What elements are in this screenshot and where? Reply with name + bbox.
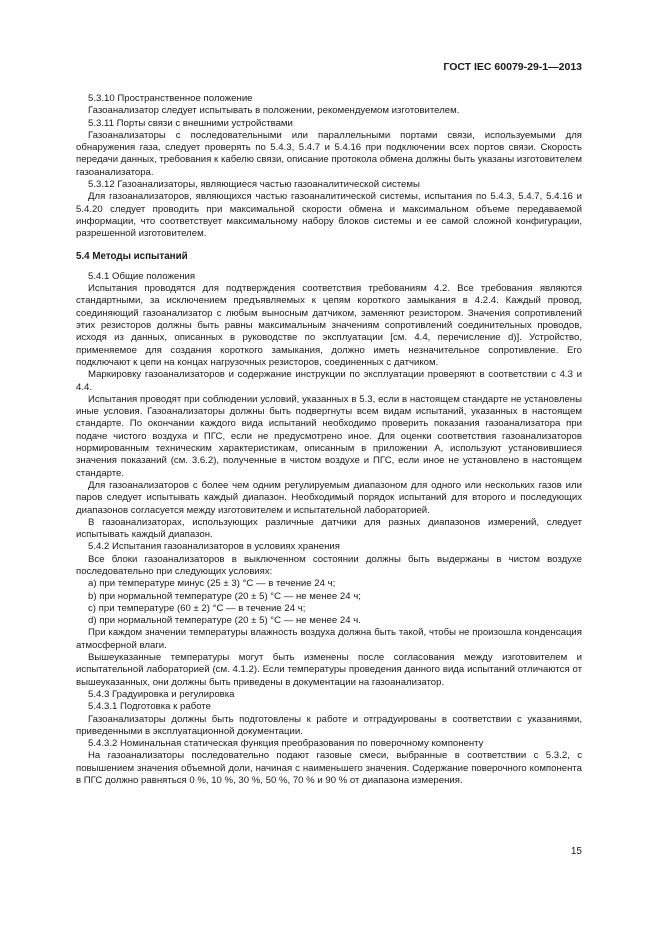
paragraph: 5.4.2 Испытания газоанализаторов в условиях хранения <box>88 541 340 553</box>
paragraph: 5.3.10 Пространственное положение <box>88 93 253 104</box>
running-header: ГОСТ IEC 60079-29-1—2013 <box>443 61 582 73</box>
paragraph: с) при температуре (60 ± 2) °С — в течение 24 ч; <box>88 602 306 614</box>
paragraph: Газоанализатор следует испытывать в положении, рекомендуемом изготовителем. <box>88 105 460 117</box>
paragraph: Вышеуказанные температуры могут быть изменены после согласования между изготовителем и испытательной лабораторией (см. 4.1.2). Если температуры проведения данного вида испытаний отличаются от вышеуказанных, они должны быть приведены в документации на газоанализатор. <box>76 652 582 688</box>
paragraph: Газоанализаторы с последовательными или параллельными портами связи, используемыми для обнаружения газа, следует проверять по 5.4.3, 5.4.7 и 5.4.16 при подключении всех портов связи. Скорость передачи данных, требования к кабелю связи, описание протокола обмена должны быть указаны изготовителем газоанализатора. <box>76 129 582 178</box>
page-body <box>76 93 582 787</box>
paragraph: Маркировку газоанализаторов и содержание инструкции по эксплуатации проверяют в соответствии с 4.3 и 4.4. <box>76 369 582 393</box>
paragraph: 5.4.3.1 Подготовка к работе <box>88 701 211 713</box>
paragraph: а) при температуре минус (25 ± 3) °С — в течение 24 ч; <box>88 578 336 590</box>
paragraph: Испытания проводят при соблюдении условий, указанных в 5.3, если в настоящем стандарте не установлены иные условия. Газоанализаторы должны быть подвергнуты всем видам испытаний, указанных в настоящем стандарте. По окончании каждого вида испытаний необходимо проверить показания газоанализатора при подаче чистого воздуха и ПГС, если не предусмотрено иное. Для оценки соответствия газоанализаторов нормированным техническим характеристикам, описанным в приложении А, используют установившиеся значения показаний (см. 3.6.2), полученные в чистом воздухе и ПГС, если иное не установлено в настоящем стандарте. <box>76 393 582 479</box>
page-number: 15 <box>570 846 582 857</box>
paragraph: 5.3.12 Газоанализаторы, являющиеся частью газоаналитической системы <box>88 179 420 191</box>
paragraph: 5.4.1 Общие положения <box>88 270 196 282</box>
section-heading: 5.4 Методы испытаний <box>76 250 188 262</box>
paragraph: Для газоанализаторов с более чем одним регулируемым диапазоном для одного или нескольких газов или паров следует испытывать каждый диапазон. Необходимый порядок испытаний для второго и последующих диапазонов согласуется между изготовителем и испытательной лабораторией. <box>76 479 582 516</box>
paragraph: Газоанализаторы должны быть подготовлены к работе и отградуированы в соответствии с указаниями, приведенными в эксплуатационной документации. <box>76 713 582 737</box>
paragraph: Все блоки газоанализаторов в выключенном состоянии должны быть выдержаны в чистом воздухе последовательно при следующих условиях: <box>76 553 582 577</box>
paragraph: 5.4.3.2 Номинальная статическая функция преобразования по поверочному компоненту <box>88 738 484 750</box>
paragraph: 5.4.3 Градуировка и регулировка <box>88 688 235 700</box>
paragraph: Для газоанализаторов, являющихся частью газоаналитической системы, испытания по 5.4.3, 5.4.7, 5.4.16 и 5.4.20 следует проводить при максимальной скорости обмена и максимальном объеме передаваемой информации, что соответствует максимальному набору блоков системы и ее самой сложной конфигурации, разрешенной изготовителем. <box>76 191 582 240</box>
paragraph: При каждом значении температуры влажность воздуха должна быть такой, чтобы не произошла конденсация атмосферной влаги. <box>76 627 582 651</box>
paragraph: 5.3.11 Порты связи с внешними устройствами <box>88 117 293 129</box>
paragraph: b) при нормальной температуре (20 ± 5) °С — не менее 24 ч; <box>88 590 361 602</box>
paragraph: Испытания проводятся для подтверждения соответствия требованиям 4.2. Все требования являются стандартными, за исключением предъявляемых к цепям короткого замыкания в 4.2.4. Каждый провод, соединяющий газоанализатор с любым выносным датчиком, заменяют резистором. Значения сопротивлений этих резисторов должны быть равны максимальным значениям сопротивлений соединительных проводов, исходя из данных, описанных в руководстве по эксплуатации [см. 4.4, перечисление d)]. Устройство, применяемое для создания короткого замыкания, должно иметь незначительное сопротивление. Его подключают к цепи на концах нагрузочных резисторов, соединенных с датчиком. <box>76 283 582 368</box>
paragraph: В газоанализаторах, использующих различные датчики для разных диапазонов измерений, следует испытывать каждый диапазон. <box>76 516 582 541</box>
paragraph: На газоанализаторы последовательно подают газовые смеси, выбранные в соответствии с 5.3.2, с повышением значения объемной доли, начиная с наименьшего значения. Содержание поверочного компонента в ПГС должно равняться 0 %, 10 %, 30 %, 50 %, 70 % и 90 % от диапазона измерения. <box>76 750 582 787</box>
paragraph: d) при нормальной температуре (20 ± 5) °С — не менее 24 ч. <box>88 615 361 627</box>
